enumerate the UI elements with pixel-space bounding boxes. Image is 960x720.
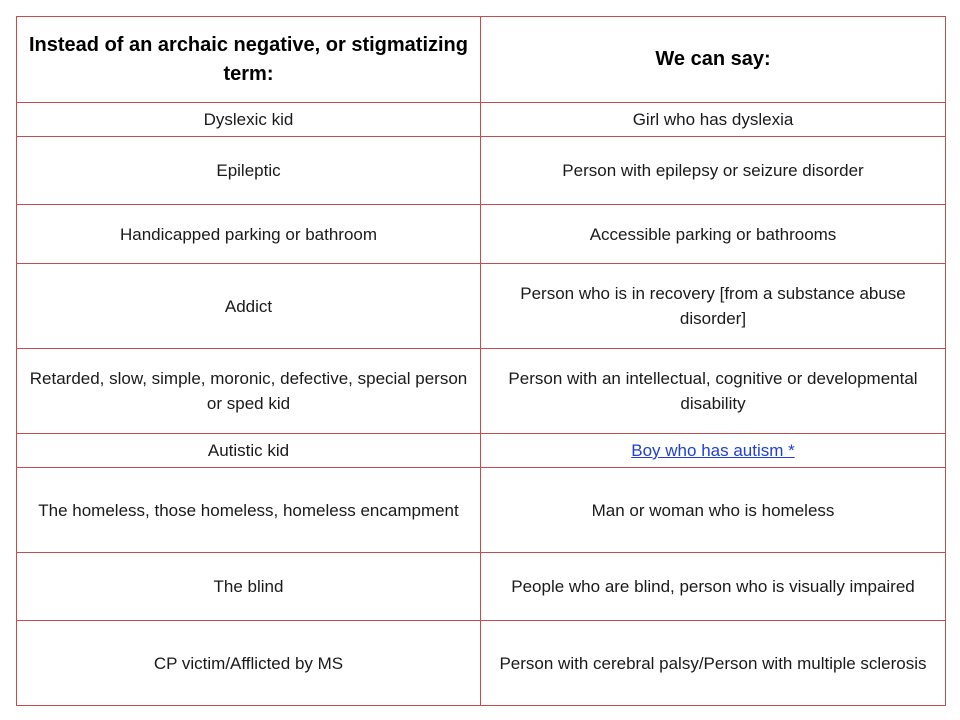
term-cell: The blind xyxy=(17,553,481,621)
table-row xyxy=(17,553,946,621)
alternative-cell: Person with epilepsy or seizure disorder xyxy=(481,137,946,205)
term-cell: The homeless, those homeless, homeless encampment xyxy=(17,468,481,553)
table-row xyxy=(17,621,946,706)
alternative-cell: Person with cerebral palsy/Person with multiple sclerosis xyxy=(481,621,946,706)
autism-link[interactable]: Boy who has autism * xyxy=(631,441,795,460)
table-row xyxy=(17,434,946,468)
alternative-cell xyxy=(481,434,946,468)
alternative-cell: Person with an intellectual, cognitive or developmental disability xyxy=(481,349,946,434)
alternative-cell: People who are blind, person who is visually impaired xyxy=(481,553,946,621)
alternative-cell: Accessible parking or bathrooms xyxy=(481,205,946,264)
table-row xyxy=(17,137,946,205)
alternative-cell: Man or woman who is homeless xyxy=(481,468,946,553)
table-row xyxy=(17,103,946,137)
table-row xyxy=(17,349,946,434)
term-cell: Epileptic xyxy=(17,137,481,205)
alternative-cell: Girl who has dyslexia xyxy=(481,103,946,137)
term-cell: Handicapped parking or bathroom xyxy=(17,205,481,264)
term-cell: Dyslexic kid xyxy=(17,103,481,137)
header-stigmatizing-term: Instead of an archaic negative, or stigmatizing term: xyxy=(17,17,481,103)
term-cell: Retarded, slow, simple, moronic, defective, special person or sped kid xyxy=(17,349,481,434)
table-row xyxy=(17,264,946,349)
terminology-table xyxy=(16,16,946,706)
table-row xyxy=(17,205,946,264)
table-header-row xyxy=(17,17,946,103)
term-cell: CP victim/Afflicted by MS xyxy=(17,621,481,706)
table-row xyxy=(17,468,946,553)
alternative-cell: Person who is in recovery [from a substance abuse disorder] xyxy=(481,264,946,349)
term-cell: Addict xyxy=(17,264,481,349)
header-we-can-say: We can say: xyxy=(481,17,946,103)
term-cell: Autistic kid xyxy=(17,434,481,468)
